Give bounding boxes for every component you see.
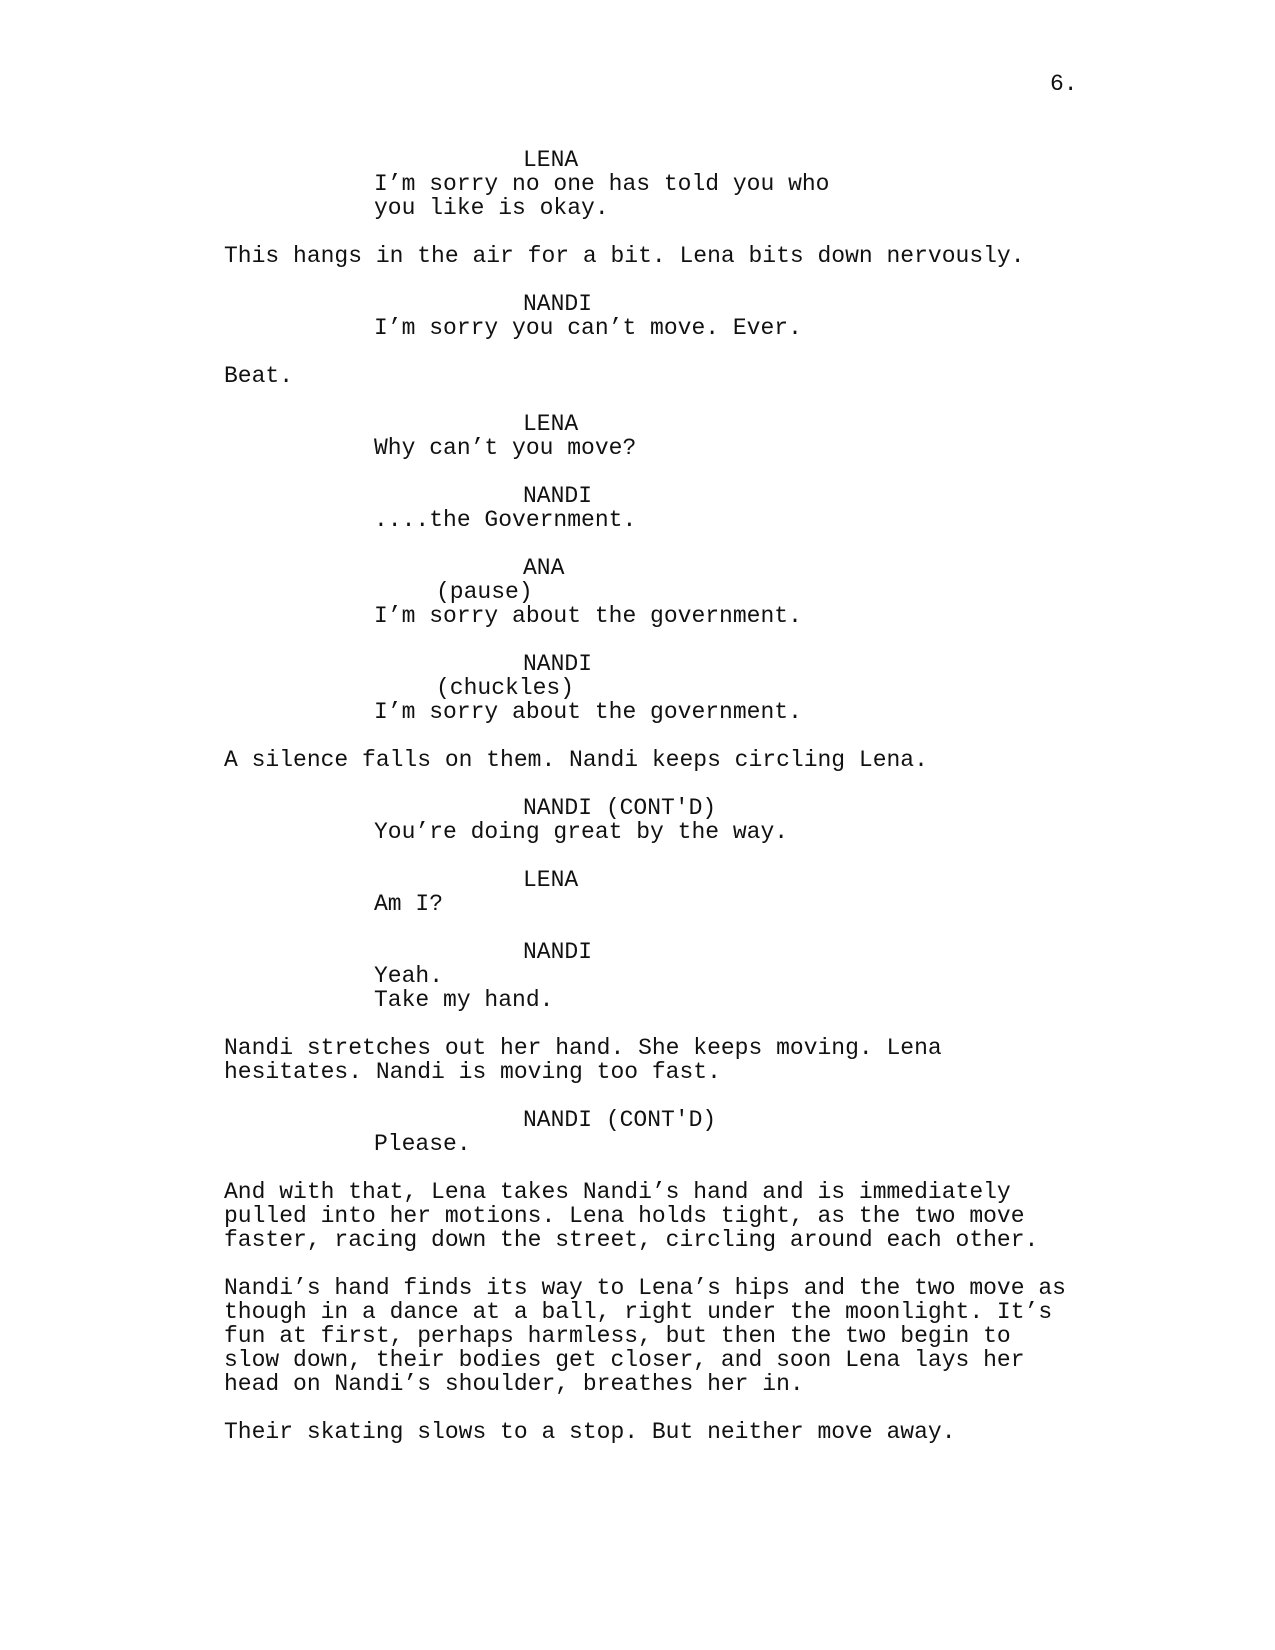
dialogue-line: You’re doing great by the way.: [374, 819, 789, 845]
character-cue: LENA: [523, 147, 579, 173]
character-cue: NANDI (CONT'D): [523, 1107, 717, 1133]
dialogue-line: ....the Government.: [374, 507, 637, 533]
page-number: 6.: [1050, 71, 1078, 97]
dialogue-line: Yeah.: [374, 963, 444, 989]
parenthetical: (pause): [436, 579, 533, 605]
action-line: slow down, their bodies get closer, and soon Lena lays her: [224, 1347, 1025, 1373]
character-cue: NANDI (CONT'D): [523, 795, 717, 821]
action-line: fun at first, perhaps harmless, but then the two begin to: [224, 1323, 1011, 1349]
action-line: This hangs in the air for a bit. Lena bits down nervously.: [224, 243, 1025, 269]
character-cue: NANDI: [523, 483, 593, 509]
action-line: Nandi stretches out her hand. She keeps moving. Lena: [224, 1035, 942, 1061]
action-line: Nandi’s hand finds its way to Lena’s hips and the two move as: [224, 1275, 1066, 1301]
action-line: hesitates. Nandi is moving too fast.: [224, 1059, 721, 1085]
character-cue: NANDI: [523, 651, 593, 677]
dialogue-line: Take my hand.: [374, 987, 554, 1013]
action-line: Beat.: [224, 363, 294, 389]
action-line: A silence falls on them. Nandi keeps circling Lena.: [224, 747, 928, 773]
dialogue-line: I’m sorry no one has told you who: [374, 171, 830, 197]
action-line: though in a dance at a ball, right under the moonlight. It’s: [224, 1299, 1053, 1325]
dialogue-line: Why can’t you move?: [374, 435, 637, 461]
dialogue-line: Am I?: [374, 891, 444, 917]
dialogue-line: I’m sorry about the government.: [374, 603, 802, 629]
character-cue: LENA: [523, 411, 579, 437]
dialogue-line: you like is okay.: [374, 195, 609, 221]
character-cue: LENA: [523, 867, 579, 893]
dialogue-line: I’m sorry about the government.: [374, 699, 802, 725]
character-cue: ANA: [523, 555, 565, 581]
character-cue: NANDI: [523, 939, 593, 965]
dialogue-line: I’m sorry you can’t move. Ever.: [374, 315, 802, 341]
parenthetical: (chuckles): [436, 675, 575, 701]
action-line: head on Nandi’s shoulder, breathes her in.: [224, 1371, 804, 1397]
character-cue: NANDI: [523, 291, 593, 317]
action-line: pulled into her motions. Lena holds tight, as the two move: [224, 1203, 1025, 1229]
action-line: And with that, Lena takes Nandi’s hand and is immediately: [224, 1179, 1011, 1205]
dialogue-line: Please.: [374, 1131, 471, 1157]
action-line: faster, racing down the street, circling around each other.: [224, 1227, 1039, 1253]
action-line: Their skating slows to a stop. But neither move away.: [224, 1419, 956, 1445]
